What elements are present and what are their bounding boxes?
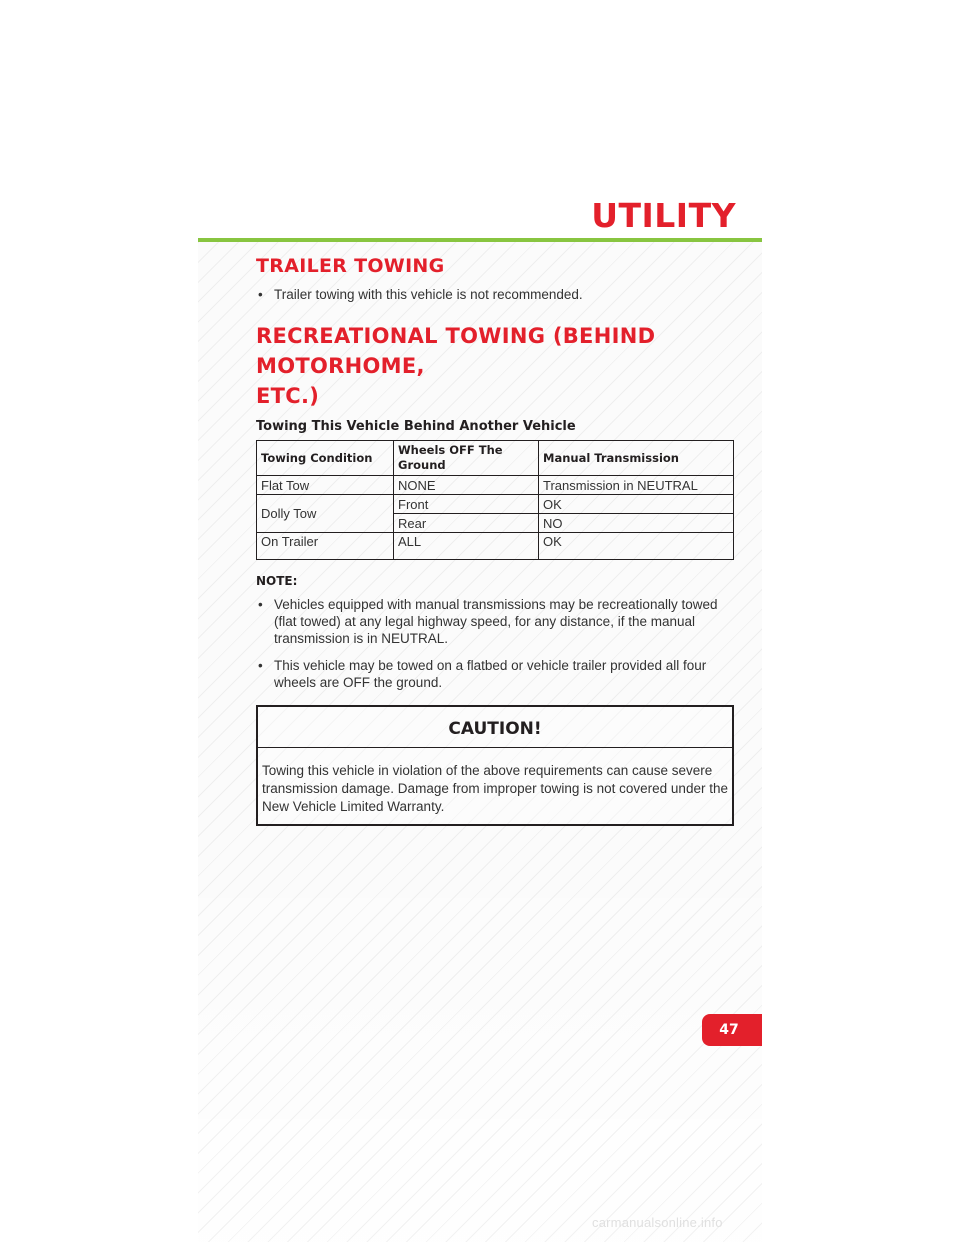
table-cell: Dolly Tow	[257, 495, 394, 533]
caution-title: CAUTION!	[258, 707, 732, 748]
page-content	[256, 254, 734, 826]
list-item: • Vehicles equipped with manual transmissions may be recreationally towed (flat towed) at any legal highway speed, for any distance, if the manual transmission is in NEUTRAL.	[256, 596, 734, 647]
heading-line: RECREATIONAL TOWING (BEHIND MOTORHOME,	[256, 324, 656, 378]
note-label: NOTE:	[256, 574, 298, 588]
column-header: Wheels OFF The Ground	[394, 441, 539, 476]
table-cell: Front	[394, 495, 539, 514]
trailer-towing-list	[256, 286, 734, 303]
caution-text: Towing this vehicle in violation of the above requirements can cause severe transmission damage. Damage from improper towing is not covered under the New Vehicle Limited Warranty.	[262, 763, 728, 814]
table-cell: Flat Tow	[257, 476, 394, 495]
table-row	[257, 533, 734, 560]
page-number-tab: 47	[702, 1014, 762, 1046]
towing-table	[256, 440, 734, 560]
trailer-towing-heading: TRAILER TOWING	[256, 255, 445, 277]
table-row	[257, 476, 734, 495]
table-cell: On Trailer	[257, 533, 394, 560]
table-cell: Rear	[394, 514, 539, 533]
table-cell: NO	[539, 514, 734, 533]
table-cell: OK	[539, 533, 734, 560]
recreational-towing-heading	[256, 321, 734, 411]
table-cell: ALL	[394, 533, 539, 560]
column-header: Manual Transmission	[539, 441, 734, 476]
table-title: Towing This Vehicle Behind Another Vehicle	[256, 419, 576, 434]
table-cell: OK	[539, 495, 734, 514]
table-row	[257, 495, 734, 514]
section-header: UTILITY	[591, 196, 736, 235]
column-header: Towing Condition	[257, 441, 394, 476]
list-item: • This vehicle may be towed on a flatbed or vehicle trailer provided all four wheels are OFF the ground.	[256, 657, 734, 691]
note-list	[256, 596, 734, 691]
watermark: carmanualsonline.info	[592, 1215, 723, 1230]
table-cell: NONE	[394, 476, 539, 495]
table-cell: Transmission in NEUTRAL	[539, 476, 734, 495]
list-item: • Trailer towing with this vehicle is not recommended.	[256, 286, 734, 303]
heading-line: ETC.)	[256, 384, 320, 408]
caution-box	[256, 705, 734, 826]
table-header-row	[257, 441, 734, 476]
